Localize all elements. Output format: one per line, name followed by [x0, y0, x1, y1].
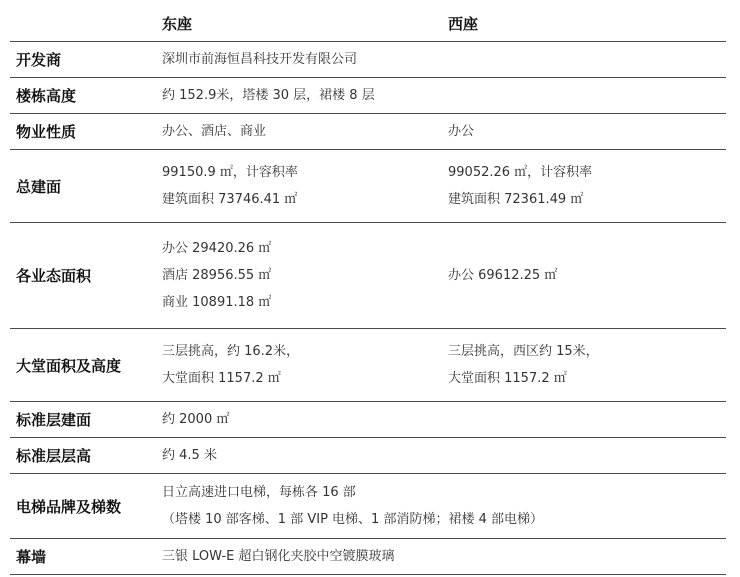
value-line: 办公 29420.26 ㎡ [162, 241, 272, 256]
east-value [152, 78, 726, 113]
west-value [438, 150, 726, 222]
east-value [152, 474, 726, 538]
table-row [10, 329, 726, 402]
table-row [10, 114, 726, 150]
west-value [438, 114, 726, 149]
value-line: 约 2000 ㎡ [162, 412, 230, 427]
row-label: 标准层建面 [16, 411, 92, 429]
east-value [152, 114, 438, 149]
value-line: 日立高速进口电梯，每栋各 16 部 [162, 485, 356, 500]
west-value [438, 223, 726, 328]
value-line: 大堂面积 1157.2 ㎡ [448, 371, 567, 386]
value-line: 酒店 28956.55 ㎡ [162, 268, 272, 283]
value-line: 约 152.9米，塔楼 30 层，裙楼 8 层 [162, 88, 375, 103]
east-value [152, 438, 726, 473]
value-line: 约 4.5 米 [162, 448, 217, 463]
row-label: 开发商 [16, 51, 62, 69]
value-line: 建筑面积 72361.49 ㎡ [448, 192, 584, 207]
table-row [10, 78, 726, 114]
value-line: 办公 69612.25 ㎡ [448, 268, 558, 283]
east-value [152, 329, 438, 401]
table-row [10, 223, 726, 329]
header-blank-cell [10, 5, 152, 41]
value-line: 办公 [448, 124, 475, 139]
value-line: 三银 LOW-E 超白钢化夹胶中空镀膜玻璃 [162, 549, 395, 564]
row-label: 标准层层高 [16, 447, 92, 465]
west-value [438, 329, 726, 401]
east-value [152, 402, 726, 437]
spec-table [10, 5, 726, 575]
east-value [152, 42, 726, 77]
table-row [10, 42, 726, 78]
row-label: 电梯品牌及梯数 [16, 497, 122, 516]
table-row [10, 474, 726, 539]
value-line: 办公、酒店、商业 [162, 124, 267, 139]
table-header-row [10, 5, 726, 42]
value-line: 深圳市前海恒昌科技开发有限公司 [162, 52, 358, 67]
value-line: 三层挑高，西区约 15米， [448, 344, 599, 359]
row-label: 大堂面积及高度 [16, 356, 122, 375]
row-label: 幕墙 [16, 548, 47, 566]
row-label: 总建面 [16, 177, 62, 196]
table-row [10, 150, 726, 223]
value-line: 99150.9 ㎡，计容积率 [162, 165, 298, 180]
row-label: 各业态面积 [16, 267, 92, 285]
header-east: 东座 [162, 14, 193, 33]
table-row [10, 438, 726, 474]
value-line: （塔楼 10 部客梯、1 部 VIP 电梯、1 部消防梯；裙楼 4 部电梯） [162, 512, 543, 527]
east-value [152, 223, 438, 328]
value-line: 建筑面积 73746.41 ㎡ [162, 192, 298, 207]
table-row [10, 539, 726, 575]
row-label: 楼栋高度 [16, 87, 77, 105]
value-line: 大堂面积 1157.2 ㎡ [162, 371, 281, 386]
value-line: 三层挑高，约 16.2米， [162, 344, 300, 359]
row-label: 物业性质 [16, 123, 77, 141]
value-line: 商业 10891.18 ㎡ [162, 295, 272, 310]
header-west: 西座 [448, 14, 479, 33]
value-line: 99052.26 ㎡，计容积率 [448, 165, 593, 180]
east-value [152, 539, 726, 574]
table-row [10, 402, 726, 438]
east-value [152, 150, 438, 222]
